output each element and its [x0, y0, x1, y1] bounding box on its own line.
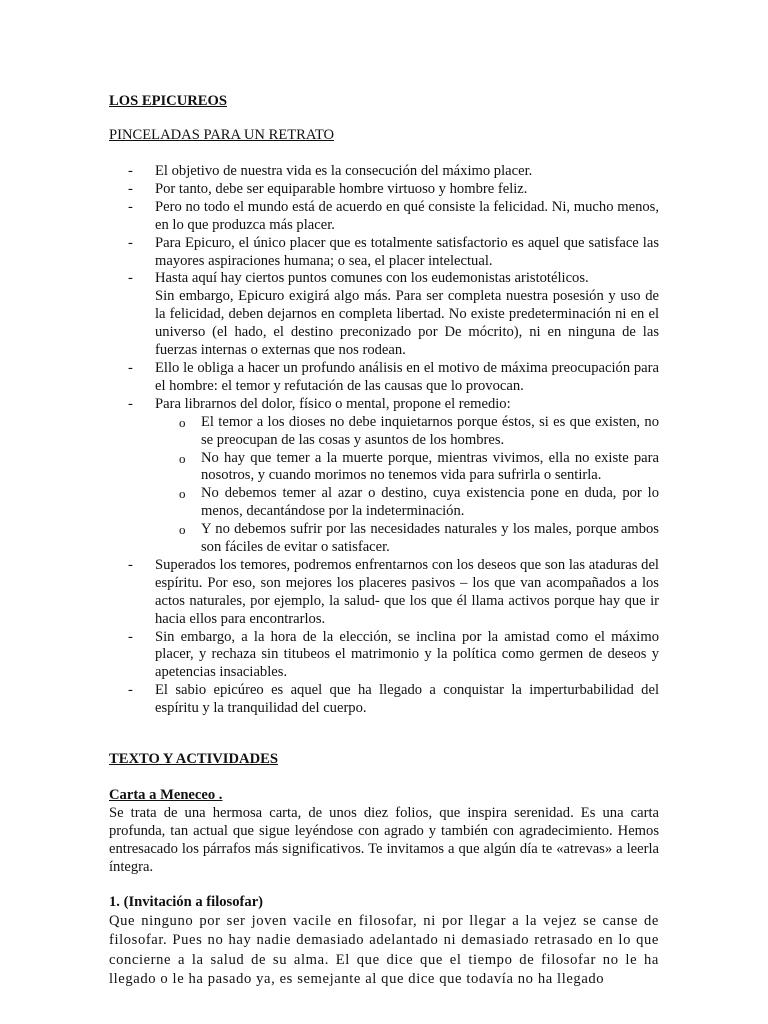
remedy-text: No debemos temer al azar o destino, cuya existencia pone en duda, por lo menos, decantándose por la indeterminación.: [201, 485, 659, 520]
bullet-text: Ello le obliga a hacer un profundo análisis en el motivo de máxima preocupación para el hombre: el temor y refutación de las causas que lo provocan.: [155, 359, 659, 394]
bullet-text: Hasta aquí hay ciertos puntos comunes con los eudemonistas aristotélicos.: [155, 270, 589, 287]
letter-intro: Se trata de una hermosa carta, de unos diez folios, que inspira serenidad. Es una carta profunda, tan actual que sigue leyéndose con agrado y también con agradecimiento. Hemos entresacado los párrafos más significativos. Te invitamos a que algún día te «atrevas» a leerla íntegra.: [109, 804, 659, 875]
bullet-item: [109, 163, 659, 181]
bullet-text: Para librarnos del dolor, físico o mental, propone el remedio:: [155, 395, 511, 412]
remedy-text: No hay que temer a la muerte porque, mientras vivimos, ella no existe para nosotros, y cuando morimos no tenemos vida para sufrirla o sentirla.: [201, 449, 659, 484]
bullet-marker: -: [128, 556, 133, 573]
section-subtitle: PINCELADAS PARA UN RETRATO: [109, 127, 335, 143]
bullet-marker: -: [128, 180, 133, 197]
bullet-marker: -: [128, 359, 133, 376]
bullet-marker: -: [128, 395, 133, 412]
circle-marker: o: [179, 414, 186, 430]
bullet-item: [109, 199, 659, 235]
letter-title: Carta a Meneceo .: [109, 787, 223, 803]
bullet-marker: -: [128, 270, 133, 287]
document-title: LOS EPICUREOS: [109, 93, 227, 109]
remedy-text: Y no debemos sufrir por las necesidades naturales y los males, porque ambos son fáciles de evitar o satisfacer.: [201, 521, 659, 556]
bullet-marker: -: [128, 682, 133, 699]
bullet-text: Por tanto, debe ser equiparable hombre virtuoso y hombre feliz.: [155, 180, 528, 197]
circle-marker: o: [179, 450, 186, 466]
remedy-item: [155, 485, 659, 521]
bullet-item: [109, 682, 659, 718]
remedy-item: [155, 450, 659, 486]
numbered-section: [109, 894, 659, 990]
bullet-text: Pero no todo el mundo está de acuerdo en qué consiste la felicidad. Ni, mucho menos, en lo que produzca más placer.: [155, 198, 659, 233]
bullet-text: El objetivo de nuestra vida es la consecución del máximo placer.: [155, 163, 533, 179]
remedy-item: [155, 414, 659, 450]
remedy-text: El temor a los dioses no debe inquietarnos porque éstos, si es que existen, no se preocupan de las cosas y asuntos de los hombres.: [201, 413, 659, 448]
bullet-item: [109, 557, 659, 629]
letter-block: [109, 787, 659, 877]
bullet-text: Para Epicuro, el único placer que es totalmente satisfactorio es aquel que satisface las mayores aspiraciones humana; o sea, el placer intelectual.: [155, 234, 659, 269]
circle-marker: o: [179, 522, 186, 538]
bullet-text: Superados los temores, podremos enfrentarnos con los deseos que son las ataduras del espíritu. Por eso, son mejores los placeres pasivos – los que van acompañados a los actos naturales, por ejemplo, la salud- que los que él llama activos porque hay que ir hacia ellos para encontrarlos.: [155, 556, 659, 627]
remedy-item: [155, 521, 659, 557]
bullet-marker: -: [128, 234, 133, 251]
section-heading: TEXTO Y ACTIVIDADES: [109, 751, 278, 767]
bullet-list: [109, 163, 659, 718]
bullet-text: El sabio epicúreo es aquel que ha llegado a conquistar la imperturbabilidad del espíritu y la tranquilidad del cuerpo.: [155, 682, 659, 717]
remedy-list: [155, 414, 659, 557]
bullet-text: Sin embargo, a la hora de la elección, se inclina por la amistad como el máximo placer, y rechaza sin titubeos el matrimonio y la política como germen de deseos y apetencias insaciables.: [155, 628, 659, 681]
bullet-item: [109, 360, 659, 396]
bullet-marker: -: [128, 163, 133, 179]
circle-marker: o: [179, 486, 186, 502]
bullet-item: [109, 235, 659, 271]
bullet-item: [109, 270, 659, 360]
bullet-item: [109, 629, 659, 683]
bullet-item: [109, 396, 659, 557]
bullet-continuation: Sin embargo, Epicuro exigirá algo más. Para ser completa nuestra posesión y uso de la felicidad, deben dejarnos en completa libertad. No existe predeterminación ni en el universo (el hado, el destino preconizado por De mócrito), ni en ninguna de las fuerzas internas o externas que nos rodean.: [155, 288, 659, 359]
numbered-section-text: Que ninguno por ser joven vacile en filosofar, ni por llegar a la vejez se canse de filosofar. Pues no hay nadie demasiado adelantado ni demasiado retrasado en lo que concierne a la salud de su alma. El que dice que el tiempo de filosofar no le ha llegado o le ha pasado ya, es semejante al que dice que todavía no ha llegado: [109, 912, 659, 988]
bullet-marker: -: [128, 628, 133, 645]
bullet-item: [109, 181, 659, 199]
numbered-section-title: 1. (Invitación a filosofar): [109, 894, 264, 910]
bullet-marker: -: [128, 198, 133, 215]
